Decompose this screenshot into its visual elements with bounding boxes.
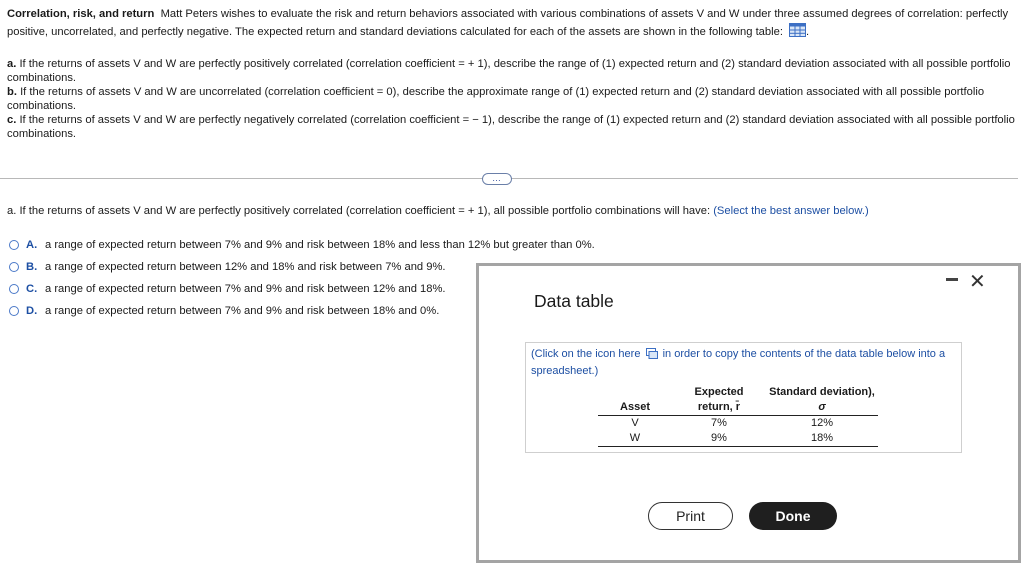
sd-header-line1: Standard deviation), [769, 386, 875, 398]
radio-option-a[interactable] [9, 240, 19, 250]
dialog-title: Data table [534, 291, 614, 311]
asset-header-label: Asset [620, 401, 650, 413]
part-c-text: If the returns of assets V and W are perfectly negatively correlated (correlation coefficient = − 1), describe the range of (1) expected return and (2) standard deviation associated with all possible portfolio combinations. [7, 114, 1015, 140]
option-c-letter: C. [26, 283, 38, 295]
option-a-text: a range of expected return between 7% and 9% and risk between 18% and less than 12% but greater than 0%. [45, 239, 595, 251]
part-c [7, 113, 1015, 141]
copy-instructions [531, 347, 956, 379]
option-c[interactable] [9, 281, 446, 297]
cell-asset: W [598, 431, 672, 447]
option-d[interactable] [9, 303, 439, 319]
part-c-letter: c. [7, 114, 17, 126]
col-header-asset [598, 385, 672, 416]
part-b [7, 85, 1015, 113]
problem-intro-text: Matt Peters wishes to evaluate the risk and return behaviors associated with various combinations of assets V and W under three assumed degrees of correlation: perfectly positive, uncorrelated, and perfectly negative. The expected return and standard deviations calculated for each of the assets are shown in the following table: [7, 8, 1009, 38]
copy-text-2: in order to copy the contents of the data table below into a spreadsheet.) [531, 348, 946, 377]
part-a [7, 57, 1015, 85]
cell-sd: 18% [766, 431, 878, 447]
done-button[interactable]: Done [749, 502, 837, 530]
expand-more-button[interactable]: … [482, 173, 512, 185]
option-d-letter: D. [26, 305, 38, 317]
cell-sd: 12% [810, 417, 834, 429]
data-table-icon[interactable] [789, 23, 806, 43]
radio-option-c[interactable] [9, 284, 19, 294]
part-a-letter: a. [7, 58, 17, 70]
option-b[interactable] [9, 259, 446, 275]
question-text: a. If the returns of assets V and W are perfectly positively correlated (correlation coefficient = + 1), all possible portfolio combinations will have: [7, 205, 711, 217]
table-header-row [598, 385, 878, 416]
copy-spreadsheet-icon[interactable] [646, 348, 658, 364]
print-button[interactable]: Print [648, 502, 733, 530]
cell-return: 9% [672, 431, 766, 447]
cell-asset: V [631, 417, 639, 429]
problem-parts [7, 57, 1015, 141]
question-prompt [7, 205, 1007, 217]
sd-header-line2: σ [818, 401, 826, 413]
option-d-text: a range of expected return between 7% and 9% and risk between 18% and 0%. [45, 305, 440, 317]
table-row [598, 416, 878, 432]
option-a[interactable] [9, 237, 595, 253]
option-b-text: a range of expected return between 12% and 18% and risk between 7% and 9%. [45, 261, 446, 273]
problem-title: Correlation, risk, and return [7, 8, 155, 20]
return-header-line1: Expected [694, 386, 744, 398]
copy-instructions-box [525, 342, 962, 453]
col-header-std-dev [766, 385, 878, 416]
part-b-text: If the returns of assets V and W are uncorrelated (correlation coefficient = 0), describe the approximate range of (1) expected return and (2) standard deviation associated with all possible portfolio combinations. [7, 86, 985, 112]
asset-data-table [598, 385, 878, 447]
col-header-expected-return [672, 385, 766, 416]
option-b-letter: B. [26, 261, 38, 273]
option-a-letter: A. [26, 239, 38, 251]
part-a-text: If the returns of assets V and W are perfectly positively correlated (correlation coefficient = + 1), describe the range of (1) expected return and (2) standard deviation associated with all possible portfolio combinations. [7, 58, 1011, 84]
cell-return: 7% [711, 417, 727, 429]
return-header-line2: return, r̄ [697, 401, 741, 413]
option-c-text: a range of expected return between 7% and 9% and risk between 12% and 18%. [45, 283, 446, 295]
close-icon[interactable]: ✕ [969, 271, 986, 293]
radio-option-d[interactable] [9, 306, 19, 316]
radio-option-b[interactable] [9, 262, 19, 272]
data-table-dialog [476, 263, 1021, 563]
copy-text-1: (Click on the icon here [531, 348, 641, 360]
table-row [598, 431, 878, 447]
part-b-letter: b. [7, 86, 17, 98]
intro-period: . [806, 26, 810, 38]
problem-intro [7, 6, 1012, 43]
question-hint: (Select the best answer below.) [713, 205, 869, 217]
minimize-icon[interactable] [946, 278, 958, 281]
